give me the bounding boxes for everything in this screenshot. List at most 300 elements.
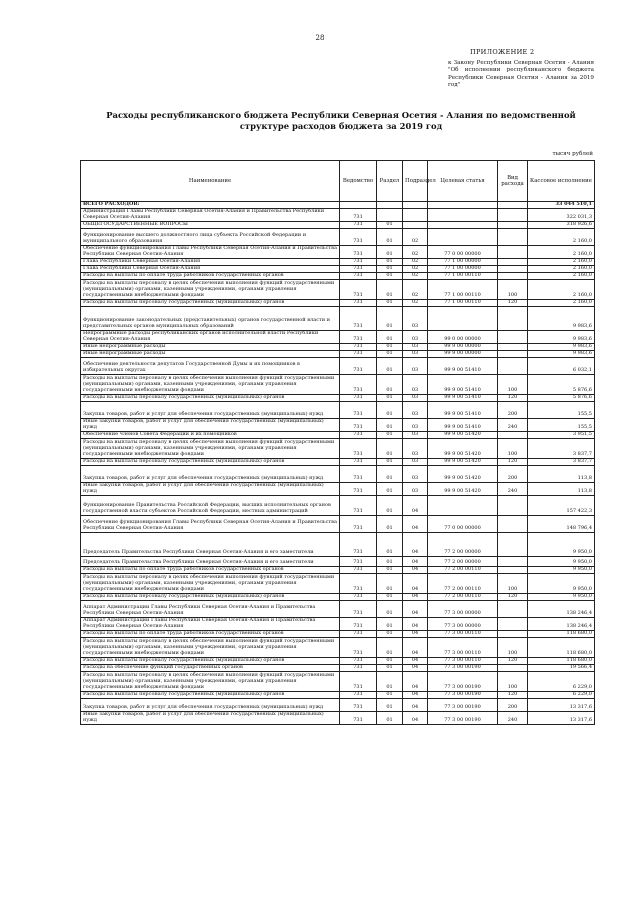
cell-exp-type bbox=[498, 557, 528, 567]
cell-section: 01 bbox=[377, 375, 403, 395]
cell-amount: 138 246,4 bbox=[528, 618, 595, 631]
cell-subsection: 04 bbox=[403, 638, 428, 658]
cell-exp-type bbox=[498, 358, 528, 375]
cell-name: Обеспечение функционирования Главы Республики Северная Осетия-Алания и Правительства Республики Северная Осетия-Алания bbox=[81, 516, 340, 533]
cell-target bbox=[428, 222, 498, 229]
cell-dept: 731 bbox=[340, 459, 377, 466]
cell-name: Расходы на выплаты персоналу в целях обеспечения выполнения функций государственными (муниципальными) органами, казенными учреждениями, органами управления государственными внебюджетными фондами bbox=[81, 574, 340, 594]
table-row bbox=[81, 692, 595, 699]
cell-section: 01 bbox=[377, 574, 403, 594]
cell-target: 77 3 00 00110 bbox=[428, 631, 498, 638]
cell-section: 01 bbox=[377, 672, 403, 692]
cell-name: Председатель Правительства Республики Северная Осетия-Алания и его заместители bbox=[81, 557, 340, 567]
cell-name: Расходы на выплаты персоналу государственных (муниципальных) органов bbox=[81, 395, 340, 402]
cell-subsection: 03 bbox=[403, 331, 428, 344]
table-header bbox=[81, 161, 595, 202]
cell-subsection: 04 bbox=[403, 594, 428, 601]
cell-target: 77 1 00 00110 bbox=[428, 280, 498, 300]
table-row bbox=[81, 496, 595, 516]
cell-subsection: 04 bbox=[403, 516, 428, 533]
cell-subsection: 03 bbox=[403, 402, 428, 419]
cell-amount: 118 680,0 bbox=[528, 638, 595, 658]
cell-subsection: 03 bbox=[403, 375, 428, 395]
cell-section: 01 bbox=[377, 273, 403, 280]
cell-exp-type bbox=[498, 618, 528, 631]
table-row bbox=[81, 594, 595, 601]
cell-amount: 9 950,0 bbox=[528, 594, 595, 601]
header-target: Целевая статья bbox=[428, 161, 498, 202]
cell-exp-type: 120 bbox=[498, 658, 528, 665]
cell-exp-type: 100 bbox=[498, 439, 528, 459]
cell-target: 99 9 00 51420 bbox=[428, 466, 498, 483]
cell-name: Расходы на обеспечение функций государственных органов bbox=[81, 665, 340, 672]
cell-target: 99 9 00 51420 bbox=[428, 459, 498, 466]
cell-exp-type bbox=[498, 202, 528, 209]
table-row bbox=[81, 375, 595, 395]
cell-amount: 2 160,0 bbox=[528, 280, 595, 300]
cell-section: 01 bbox=[377, 665, 403, 672]
cell-amount: 9 950,0 bbox=[528, 574, 595, 594]
cell-section: 01 bbox=[377, 259, 403, 266]
cell-name: Расходы на выплаты персоналу в целях обеспечения выполнения функций государственными (муниципальными) органами, казенными учреждениями, органами управления государственными внебюджетными фондами bbox=[81, 672, 340, 692]
cell-section bbox=[377, 202, 403, 209]
cell-dept: 731 bbox=[340, 567, 377, 574]
cell-name: Обеспечение членов Совета Федерации и их помощников bbox=[81, 432, 340, 439]
cell-dept: 731 bbox=[340, 209, 377, 222]
cell-name: Расходы на выплаты персоналу в целях обеспечения выполнения функций государственными (муниципальными) органами, казенными учреждениями, органами управления государственными внебюджетными фондами bbox=[81, 375, 340, 395]
table-row bbox=[81, 419, 595, 432]
cell-exp-type: 200 bbox=[498, 466, 528, 483]
cell-target: 99 9 00 51420 bbox=[428, 439, 498, 459]
cell-name: Глава Республики Северная Осетия-Алания bbox=[81, 266, 340, 273]
cell-section: 01 bbox=[377, 601, 403, 618]
cell-name: Председатель Правительства Республики Северная Осетия-Алания и его заместители bbox=[81, 533, 340, 557]
cell-dept bbox=[340, 202, 377, 209]
cell-amount: 157 422,3 bbox=[528, 496, 595, 516]
cell-name: Иные непрограммные расходы bbox=[81, 344, 340, 351]
table-row bbox=[81, 300, 595, 307]
cell-amount: 3 837,7 bbox=[528, 439, 595, 459]
table-row bbox=[81, 273, 595, 280]
cell-exp-type bbox=[498, 344, 528, 351]
cell-subsection: 03 bbox=[403, 459, 428, 466]
cell-dept: 731 bbox=[340, 395, 377, 402]
cell-name: Иные непрограммные расходы bbox=[81, 351, 340, 358]
table-row bbox=[81, 672, 595, 692]
cell-dept: 731 bbox=[340, 533, 377, 557]
cell-exp-type: 120 bbox=[498, 300, 528, 307]
cell-exp-type bbox=[498, 331, 528, 344]
cell-target bbox=[428, 229, 498, 246]
cell-subsection: 02 bbox=[403, 229, 428, 246]
cell-subsection: 02 bbox=[403, 259, 428, 266]
cell-amount: 13 317,6 bbox=[528, 712, 595, 725]
cell-amount: 155,5 bbox=[528, 402, 595, 419]
cell-target: 77 3 00 00190 bbox=[428, 692, 498, 699]
cell-section: 01 bbox=[377, 395, 403, 402]
table-row bbox=[81, 574, 595, 594]
cell-section: 01 bbox=[377, 344, 403, 351]
cell-exp-type: 120 bbox=[498, 692, 528, 699]
cell-target: 77 3 00 00110 bbox=[428, 638, 498, 658]
table-row bbox=[81, 699, 595, 712]
cell-subsection: 03 bbox=[403, 483, 428, 496]
cell-exp-type: 100 bbox=[498, 672, 528, 692]
cell-exp-type: 200 bbox=[498, 699, 528, 712]
cell-section: 01 bbox=[377, 692, 403, 699]
table-row bbox=[81, 631, 595, 638]
cell-section: 01 bbox=[377, 567, 403, 574]
cell-dept: 731 bbox=[340, 594, 377, 601]
cell-name: Функционирование Правительства Российской Федерации, высших исполнительных органов государственной власти субъектов Российской Федерации, местных администраций bbox=[81, 496, 340, 516]
cell-exp-type bbox=[498, 209, 528, 222]
cell-subsection: 02 bbox=[403, 280, 428, 300]
cell-dept: 731 bbox=[340, 658, 377, 665]
cell-amount: 2 160,0 bbox=[528, 229, 595, 246]
cell-target: 77 0 00 00000 bbox=[428, 246, 498, 259]
cell-subsection bbox=[403, 209, 428, 222]
cell-target: 77 1 00 00000 bbox=[428, 266, 498, 273]
cell-exp-type: 100 bbox=[498, 375, 528, 395]
header-dept: Ведомство bbox=[340, 161, 377, 202]
cell-exp-type: 120 bbox=[498, 395, 528, 402]
cell-target: 99 9 00 51410 bbox=[428, 395, 498, 402]
table-row bbox=[81, 483, 595, 496]
cell-section: 01 bbox=[377, 229, 403, 246]
cell-section: 01 bbox=[377, 439, 403, 459]
cell-target: 77 3 00 00190 bbox=[428, 665, 498, 672]
cell-section: 01 bbox=[377, 432, 403, 439]
table-row bbox=[81, 466, 595, 483]
header-section: Раздел bbox=[377, 161, 403, 202]
cell-exp-type bbox=[498, 432, 528, 439]
cell-section: 01 bbox=[377, 280, 403, 300]
cell-subsection: 03 bbox=[403, 358, 428, 375]
cell-target: 77 3 00 00190 bbox=[428, 672, 498, 692]
cell-dept: 731 bbox=[340, 496, 377, 516]
cell-subsection: 04 bbox=[403, 665, 428, 672]
cell-target: 99 9 00 00000 bbox=[428, 344, 498, 351]
cell-subsection: 02 bbox=[403, 266, 428, 273]
cell-name: Расходы на выплаты персоналу в целях обеспечения выполнения функций государственными (муниципальными) органами, казенными учреждениями, органами управления государственными внебюджетными фондами bbox=[81, 280, 340, 300]
cell-dept: 731 bbox=[340, 601, 377, 618]
cell-target: 77 1 00 00110 bbox=[428, 273, 498, 280]
cell-amount: 33 044 510,1 bbox=[528, 202, 595, 209]
cell-exp-type: 200 bbox=[498, 402, 528, 419]
cell-subsection: 04 bbox=[403, 658, 428, 665]
cell-section: 01 bbox=[377, 631, 403, 638]
cell-name: Закупка товаров, работ и услуг для обеспечения государственных (муниципальных) нужд bbox=[81, 466, 340, 483]
cell-section: 01 bbox=[377, 351, 403, 358]
cell-target: 77 2 00 00000 bbox=[428, 533, 498, 557]
cell-dept: 731 bbox=[340, 280, 377, 300]
cell-section: 01 bbox=[377, 699, 403, 712]
cell-amount: 6 229,0 bbox=[528, 672, 595, 692]
cell-subsection: 04 bbox=[403, 692, 428, 699]
cell-subsection: 04 bbox=[403, 672, 428, 692]
header-subsection: Подраздел bbox=[403, 161, 428, 202]
cell-exp-type bbox=[498, 516, 528, 533]
cell-section: 01 bbox=[377, 496, 403, 516]
cell-subsection: 04 bbox=[403, 574, 428, 594]
cell-dept: 731 bbox=[340, 631, 377, 638]
cell-subsection: 04 bbox=[403, 567, 428, 574]
cell-section: 01 bbox=[377, 466, 403, 483]
table-row bbox=[81, 618, 595, 631]
cell-name: Непрограммные расходы республиканских органов исполнительной власти Республики Северная Осетия-Алания bbox=[81, 331, 340, 344]
cell-exp-type bbox=[498, 222, 528, 229]
cell-name: Обеспечение деятельности депутатов Государственной Думы и их помощников в избирательных округах bbox=[81, 358, 340, 375]
cell-name: ОБЩЕГОСУДАРСТВЕННЫЕ ВОПРОСЫ bbox=[81, 222, 340, 229]
cell-target bbox=[428, 202, 498, 209]
table-row bbox=[81, 209, 595, 222]
cell-amount: 5 876,6 bbox=[528, 375, 595, 395]
cell-target: 77 3 00 00110 bbox=[428, 658, 498, 665]
table-row bbox=[81, 402, 595, 419]
cell-target: 77 1 00 00110 bbox=[428, 300, 498, 307]
appendix-text: к Закону Республики Северная Осетия - Алания "Об исполнении республиканского бюджета Республики Северная Осетия - Алания за 2019 год" bbox=[448, 60, 594, 88]
cell-dept: 731 bbox=[340, 692, 377, 699]
cell-dept: 731 bbox=[340, 246, 377, 259]
cell-section: 01 bbox=[377, 307, 403, 331]
cell-exp-type bbox=[498, 665, 528, 672]
cell-amount: 118 680,0 bbox=[528, 631, 595, 638]
cell-dept: 731 bbox=[340, 222, 377, 229]
cell-exp-type: 120 bbox=[498, 594, 528, 601]
cell-subsection: 04 bbox=[403, 557, 428, 567]
table-row bbox=[81, 601, 595, 618]
cell-name: Иные закупки товаров, работ и услуг для обеспечения государственных (муниципальных) нужд bbox=[81, 712, 340, 725]
cell-section: 01 bbox=[377, 557, 403, 567]
cell-dept: 731 bbox=[340, 574, 377, 594]
cell-subsection: 03 bbox=[403, 344, 428, 351]
table-body bbox=[81, 202, 595, 725]
cell-exp-type: 240 bbox=[498, 419, 528, 432]
cell-subsection: 02 bbox=[403, 273, 428, 280]
cell-subsection: 03 bbox=[403, 466, 428, 483]
header-name: Наименование bbox=[81, 161, 340, 202]
cell-name: Обеспечение функционирования Главы Республики Северная Осетия-Алания и Правительства Республики Северная Осетия-Алания bbox=[81, 246, 340, 259]
cell-subsection: 03 bbox=[403, 419, 428, 432]
cell-section: 01 bbox=[377, 419, 403, 432]
cell-dept: 731 bbox=[340, 665, 377, 672]
cell-dept: 731 bbox=[340, 307, 377, 331]
cell-name: Расходы на выплаты по оплате труда работников государственных органов bbox=[81, 567, 340, 574]
cell-dept: 731 bbox=[340, 358, 377, 375]
cell-exp-type: 100 bbox=[498, 638, 528, 658]
cell-amount: 2 160,0 bbox=[528, 266, 595, 273]
cell-subsection: 02 bbox=[403, 300, 428, 307]
cell-dept: 731 bbox=[340, 516, 377, 533]
cell-section: 01 bbox=[377, 331, 403, 344]
cell-subsection: 04 bbox=[403, 699, 428, 712]
cell-dept: 731 bbox=[340, 375, 377, 395]
cell-target: 77 2 00 00110 bbox=[428, 567, 498, 574]
cell-dept: 731 bbox=[340, 266, 377, 273]
units-label: тысяч рублей bbox=[552, 151, 593, 157]
cell-dept: 731 bbox=[340, 712, 377, 725]
cell-target bbox=[428, 307, 498, 331]
cell-section: 01 bbox=[377, 618, 403, 631]
cell-name: Закупка товаров, работ и услуг для обеспечения государственных (муниципальных) нужд bbox=[81, 699, 340, 712]
cell-exp-type bbox=[498, 259, 528, 266]
cell-amount: 113,8 bbox=[528, 466, 595, 483]
cell-exp-type: 240 bbox=[498, 712, 528, 725]
cell-dept: 731 bbox=[340, 331, 377, 344]
cell-amount: 6 229,0 bbox=[528, 692, 595, 699]
cell-name: Администрация Главы Республики Северная Осетия-Алания и Правительства Республики Северная Осетия-Алания bbox=[81, 209, 340, 222]
cell-amount: 6 032,1 bbox=[528, 358, 595, 375]
cell-exp-type bbox=[498, 246, 528, 259]
cell-section: 01 bbox=[377, 402, 403, 419]
cell-dept: 731 bbox=[340, 638, 377, 658]
cell-target: 99 0 00 00000 bbox=[428, 331, 498, 344]
table-row bbox=[81, 358, 595, 375]
cell-exp-type: 100 bbox=[498, 574, 528, 594]
table-row bbox=[81, 712, 595, 725]
cell-section: 01 bbox=[377, 483, 403, 496]
cell-target: 99 9 00 51420 bbox=[428, 483, 498, 496]
cell-exp-type bbox=[498, 351, 528, 358]
cell-target: 77 3 00 00000 bbox=[428, 601, 498, 618]
cell-dept: 731 bbox=[340, 557, 377, 567]
cell-subsection: 03 bbox=[403, 439, 428, 459]
table-row bbox=[81, 280, 595, 300]
cell-dept: 731 bbox=[340, 439, 377, 459]
cell-subsection: 03 bbox=[403, 307, 428, 331]
cell-section: 01 bbox=[377, 712, 403, 725]
cell-target: 77 3 00 00190 bbox=[428, 699, 498, 712]
cell-name: Расходы на выплаты персоналу в целях обеспечения выполнения функций государственными (муниципальными) органами, казенными учреждениями, органами управления государственными внебюджетными фондами bbox=[81, 439, 340, 459]
cell-amount: 9 950,0 bbox=[528, 567, 595, 574]
cell-exp-type bbox=[498, 273, 528, 280]
cell-name: Функционирование высшего должностного лица субъекта Российской Федерации и муниципального образования bbox=[81, 229, 340, 246]
cell-amount: 118 680,0 bbox=[528, 658, 595, 665]
cell-amount: 138 246,4 bbox=[528, 601, 595, 618]
cell-section: 01 bbox=[377, 658, 403, 665]
cell-amount: 9 983,6 bbox=[528, 351, 595, 358]
cell-name: Расходы на выплаты персоналу в целях обеспечения выполнения функций государственными (муниципальными) органами, казенными учреждениями, органами управления государственными внебюджетными фондами bbox=[81, 638, 340, 658]
cell-subsection bbox=[403, 222, 428, 229]
cell-name: Аппарат Администрации Главы Республики Северная Осетия-Алания и Правительства Республики Северная Осетия-Алания bbox=[81, 601, 340, 618]
table-row bbox=[81, 307, 595, 331]
cell-subsection: 04 bbox=[403, 601, 428, 618]
cell-section: 01 bbox=[377, 358, 403, 375]
cell-dept: 731 bbox=[340, 699, 377, 712]
cell-target: 99 9 00 51410 bbox=[428, 402, 498, 419]
cell-section: 01 bbox=[377, 533, 403, 557]
cell-amount: 5 876,6 bbox=[528, 395, 595, 402]
cell-section: 01 bbox=[377, 594, 403, 601]
cell-amount: 9 983,6 bbox=[528, 331, 595, 344]
cell-subsection: 02 bbox=[403, 246, 428, 259]
cell-subsection: 04 bbox=[403, 533, 428, 557]
cell-dept: 731 bbox=[340, 419, 377, 432]
cell-subsection: 03 bbox=[403, 351, 428, 358]
cell-subsection: 04 bbox=[403, 496, 428, 516]
cell-name: Глава Республики Северная Осетия-Алания bbox=[81, 259, 340, 266]
table-row bbox=[81, 222, 595, 229]
table-row bbox=[81, 638, 595, 658]
cell-exp-type: 120 bbox=[498, 459, 528, 466]
cell-dept: 731 bbox=[340, 259, 377, 266]
cell-target: 77 3 00 00000 bbox=[428, 618, 498, 631]
cell-exp-type bbox=[498, 266, 528, 273]
budget-table bbox=[80, 160, 595, 725]
cell-dept: 731 bbox=[340, 273, 377, 280]
cell-name: Иные закупки товаров, работ и услуг для обеспечения государственных (муниципальных) нужд bbox=[81, 419, 340, 432]
cell-target: 99 9 00 51410 bbox=[428, 358, 498, 375]
cell-subsection: 03 bbox=[403, 395, 428, 402]
table-row bbox=[81, 516, 595, 533]
cell-exp-type: 100 bbox=[498, 280, 528, 300]
cell-subsection: 04 bbox=[403, 618, 428, 631]
header-amount: Кассовое исполнение bbox=[528, 161, 595, 202]
cell-subsection: 04 bbox=[403, 712, 428, 725]
cell-section: 01 bbox=[377, 222, 403, 229]
table-row bbox=[81, 246, 595, 259]
cell-amount: 3 837,7 bbox=[528, 459, 595, 466]
cell-section: 01 bbox=[377, 300, 403, 307]
cell-amount: 2 160,0 bbox=[528, 300, 595, 307]
cell-amount: 155,5 bbox=[528, 419, 595, 432]
cell-target: 99 9 00 51420 bbox=[428, 432, 498, 439]
cell-section: 01 bbox=[377, 638, 403, 658]
cell-exp-type bbox=[498, 533, 528, 557]
cell-amount: 9 950,0 bbox=[528, 533, 595, 557]
cell-name: Расходы на выплаты персоналу государственных (муниципальных) органов bbox=[81, 658, 340, 665]
table-row bbox=[81, 567, 595, 574]
cell-amount: 113,8 bbox=[528, 483, 595, 496]
cell-subsection bbox=[403, 202, 428, 209]
cell-amount: 9 983,6 bbox=[528, 344, 595, 351]
cell-dept: 731 bbox=[340, 402, 377, 419]
cell-name: Закупка товаров, работ и услуг для обеспечения государственных (муниципальных) нужд bbox=[81, 402, 340, 419]
cell-section: 01 bbox=[377, 266, 403, 273]
table-row bbox=[81, 665, 595, 672]
cell-exp-type bbox=[498, 229, 528, 246]
cell-subsection: 04 bbox=[403, 631, 428, 638]
cell-name: Иные закупки товаров, работ и услуг для обеспечения государственных (муниципальных) нужд bbox=[81, 483, 340, 496]
cell-exp-type bbox=[498, 567, 528, 574]
cell-target: 77 1 00 00000 bbox=[428, 259, 498, 266]
table-row bbox=[81, 229, 595, 246]
appendix-label: ПРИЛОЖЕНИЕ 2 bbox=[470, 48, 535, 56]
cell-dept: 731 bbox=[340, 466, 377, 483]
cell-name: Расходы на выплаты персоналу государственных (муниципальных) органов bbox=[81, 300, 340, 307]
cell-name: ВСЕГО РАСХОДОВ: bbox=[81, 202, 340, 209]
cell-amount: 9 950,0 bbox=[528, 557, 595, 567]
cell-amount: 148 796,4 bbox=[528, 516, 595, 533]
cell-name: Расходы на выплаты персоналу государственных (муниципальных) органов bbox=[81, 692, 340, 699]
cell-dept: 731 bbox=[340, 229, 377, 246]
cell-target: 99 9 00 51410 bbox=[428, 375, 498, 395]
page-number: 28 bbox=[315, 34, 325, 42]
cell-target: 77 0 00 00000 bbox=[428, 516, 498, 533]
cell-target: 77 3 00 00190 bbox=[428, 712, 498, 725]
cell-amount: 19 566,4 bbox=[528, 665, 595, 672]
table-row bbox=[81, 331, 595, 344]
cell-target bbox=[428, 209, 498, 222]
cell-target: 99 9 00 51410 bbox=[428, 419, 498, 432]
cell-amount: 2 160,0 bbox=[528, 246, 595, 259]
cell-exp-type bbox=[498, 631, 528, 638]
table-row bbox=[81, 395, 595, 402]
cell-section: 01 bbox=[377, 516, 403, 533]
table-row bbox=[81, 557, 595, 567]
cell-target: 77 2 00 00110 bbox=[428, 574, 498, 594]
cell-target: 77 2 00 00000 bbox=[428, 557, 498, 567]
